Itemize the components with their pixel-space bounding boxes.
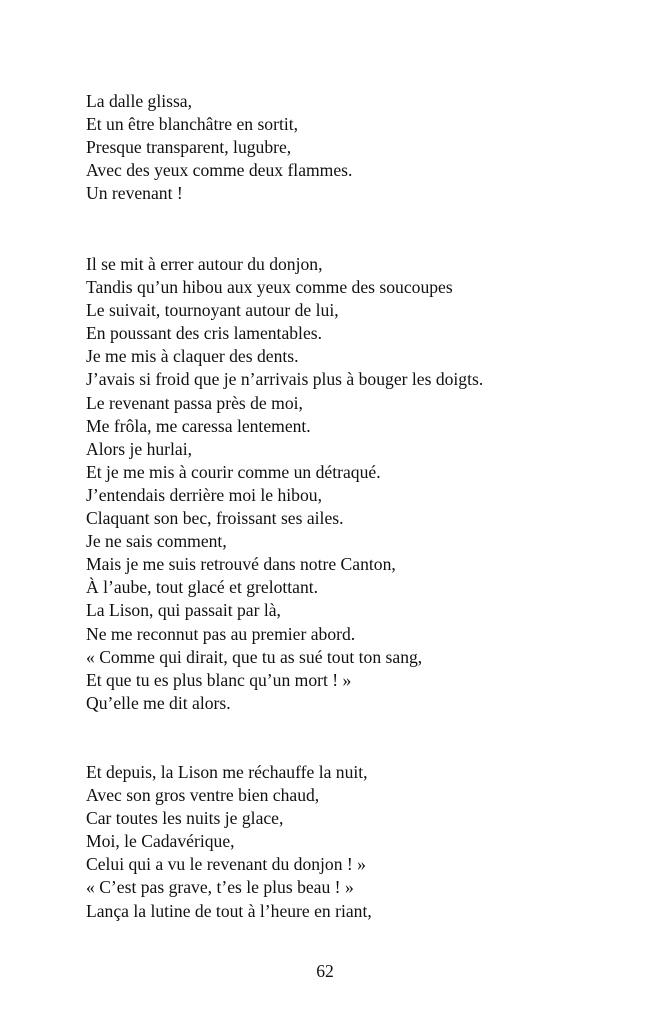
poem-line: Alors je hurlai, bbox=[86, 438, 193, 459]
poem-line: J’avais si froid que je n’arrivais plus à bouger les doigts. bbox=[86, 369, 484, 390]
poem-line: Et un être blanchâtre en sortit, bbox=[86, 114, 299, 135]
poem-line: Un revenant ! bbox=[86, 183, 183, 204]
poem-line: Il se mit à errer autour du donjon, bbox=[86, 254, 323, 274]
stanza-3 bbox=[86, 761, 626, 923]
poem-line: Car toutes les nuits je glace, bbox=[86, 808, 284, 829]
poem-line: La Lison, qui passait par là, bbox=[86, 600, 281, 621]
poem-line: Moi, le Cadavérique, bbox=[86, 831, 235, 852]
poem-line: Je ne sais comment, bbox=[86, 531, 227, 552]
poem-line: Me frôla, me caressa lentement. bbox=[86, 415, 311, 436]
poem-line: Je me mis à claquer des dents. bbox=[86, 346, 299, 367]
poem-line: Mais je me suis retrouvé dans notre Canton, bbox=[86, 554, 396, 575]
poem-line: Le revenant passa près de moi, bbox=[86, 392, 303, 413]
poem-line: En poussant des cris lamentables. bbox=[86, 323, 322, 344]
poem-line: Le suivait, tournoyant autour de lui, bbox=[86, 300, 339, 321]
stanza-1 bbox=[86, 90, 626, 205]
poem-line: Avec son gros ventre bien chaud, bbox=[86, 785, 320, 806]
poem-line: Lança la lutine de tout à l’heure en riant, bbox=[86, 900, 372, 921]
poem-line: À l’aube, tout glacé et grelottant. bbox=[86, 577, 319, 598]
poem-line: Avec des yeux comme deux flammes. bbox=[86, 160, 353, 181]
poem-line: Celui qui a vu le revenant du donjon ! » bbox=[86, 854, 366, 875]
poem-line: Claquant son bec, froissant ses ailes. bbox=[86, 508, 344, 529]
stanza-2 bbox=[86, 253, 626, 715]
poem-line: J’entendais derrière moi le hibou, bbox=[86, 484, 322, 505]
poem-line: Et que tu es plus blanc qu’un mort ! » bbox=[86, 669, 352, 690]
poem-line: « C’est pas grave, t’es le plus beau ! » bbox=[86, 877, 354, 898]
poem-line: Ne me reconnut pas au premier abord. bbox=[86, 623, 356, 644]
poem-line: Tandis qu’un hibou aux yeux comme des soucoupes bbox=[86, 277, 453, 298]
poem-line: Et je me mis à courir comme un détraqué. bbox=[86, 461, 381, 482]
page-number: 62 bbox=[316, 961, 334, 981]
poem-line: La dalle glissa, bbox=[86, 91, 193, 111]
poem-line: Presque transparent, lugubre, bbox=[86, 137, 292, 158]
poem-line: « Comme qui dirait, que tu as sué tout ton sang, bbox=[86, 646, 423, 667]
poem-line: Qu’elle me dit alors. bbox=[86, 692, 231, 713]
poem-line: Et depuis, la Lison me réchauffe la nuit, bbox=[86, 762, 368, 782]
